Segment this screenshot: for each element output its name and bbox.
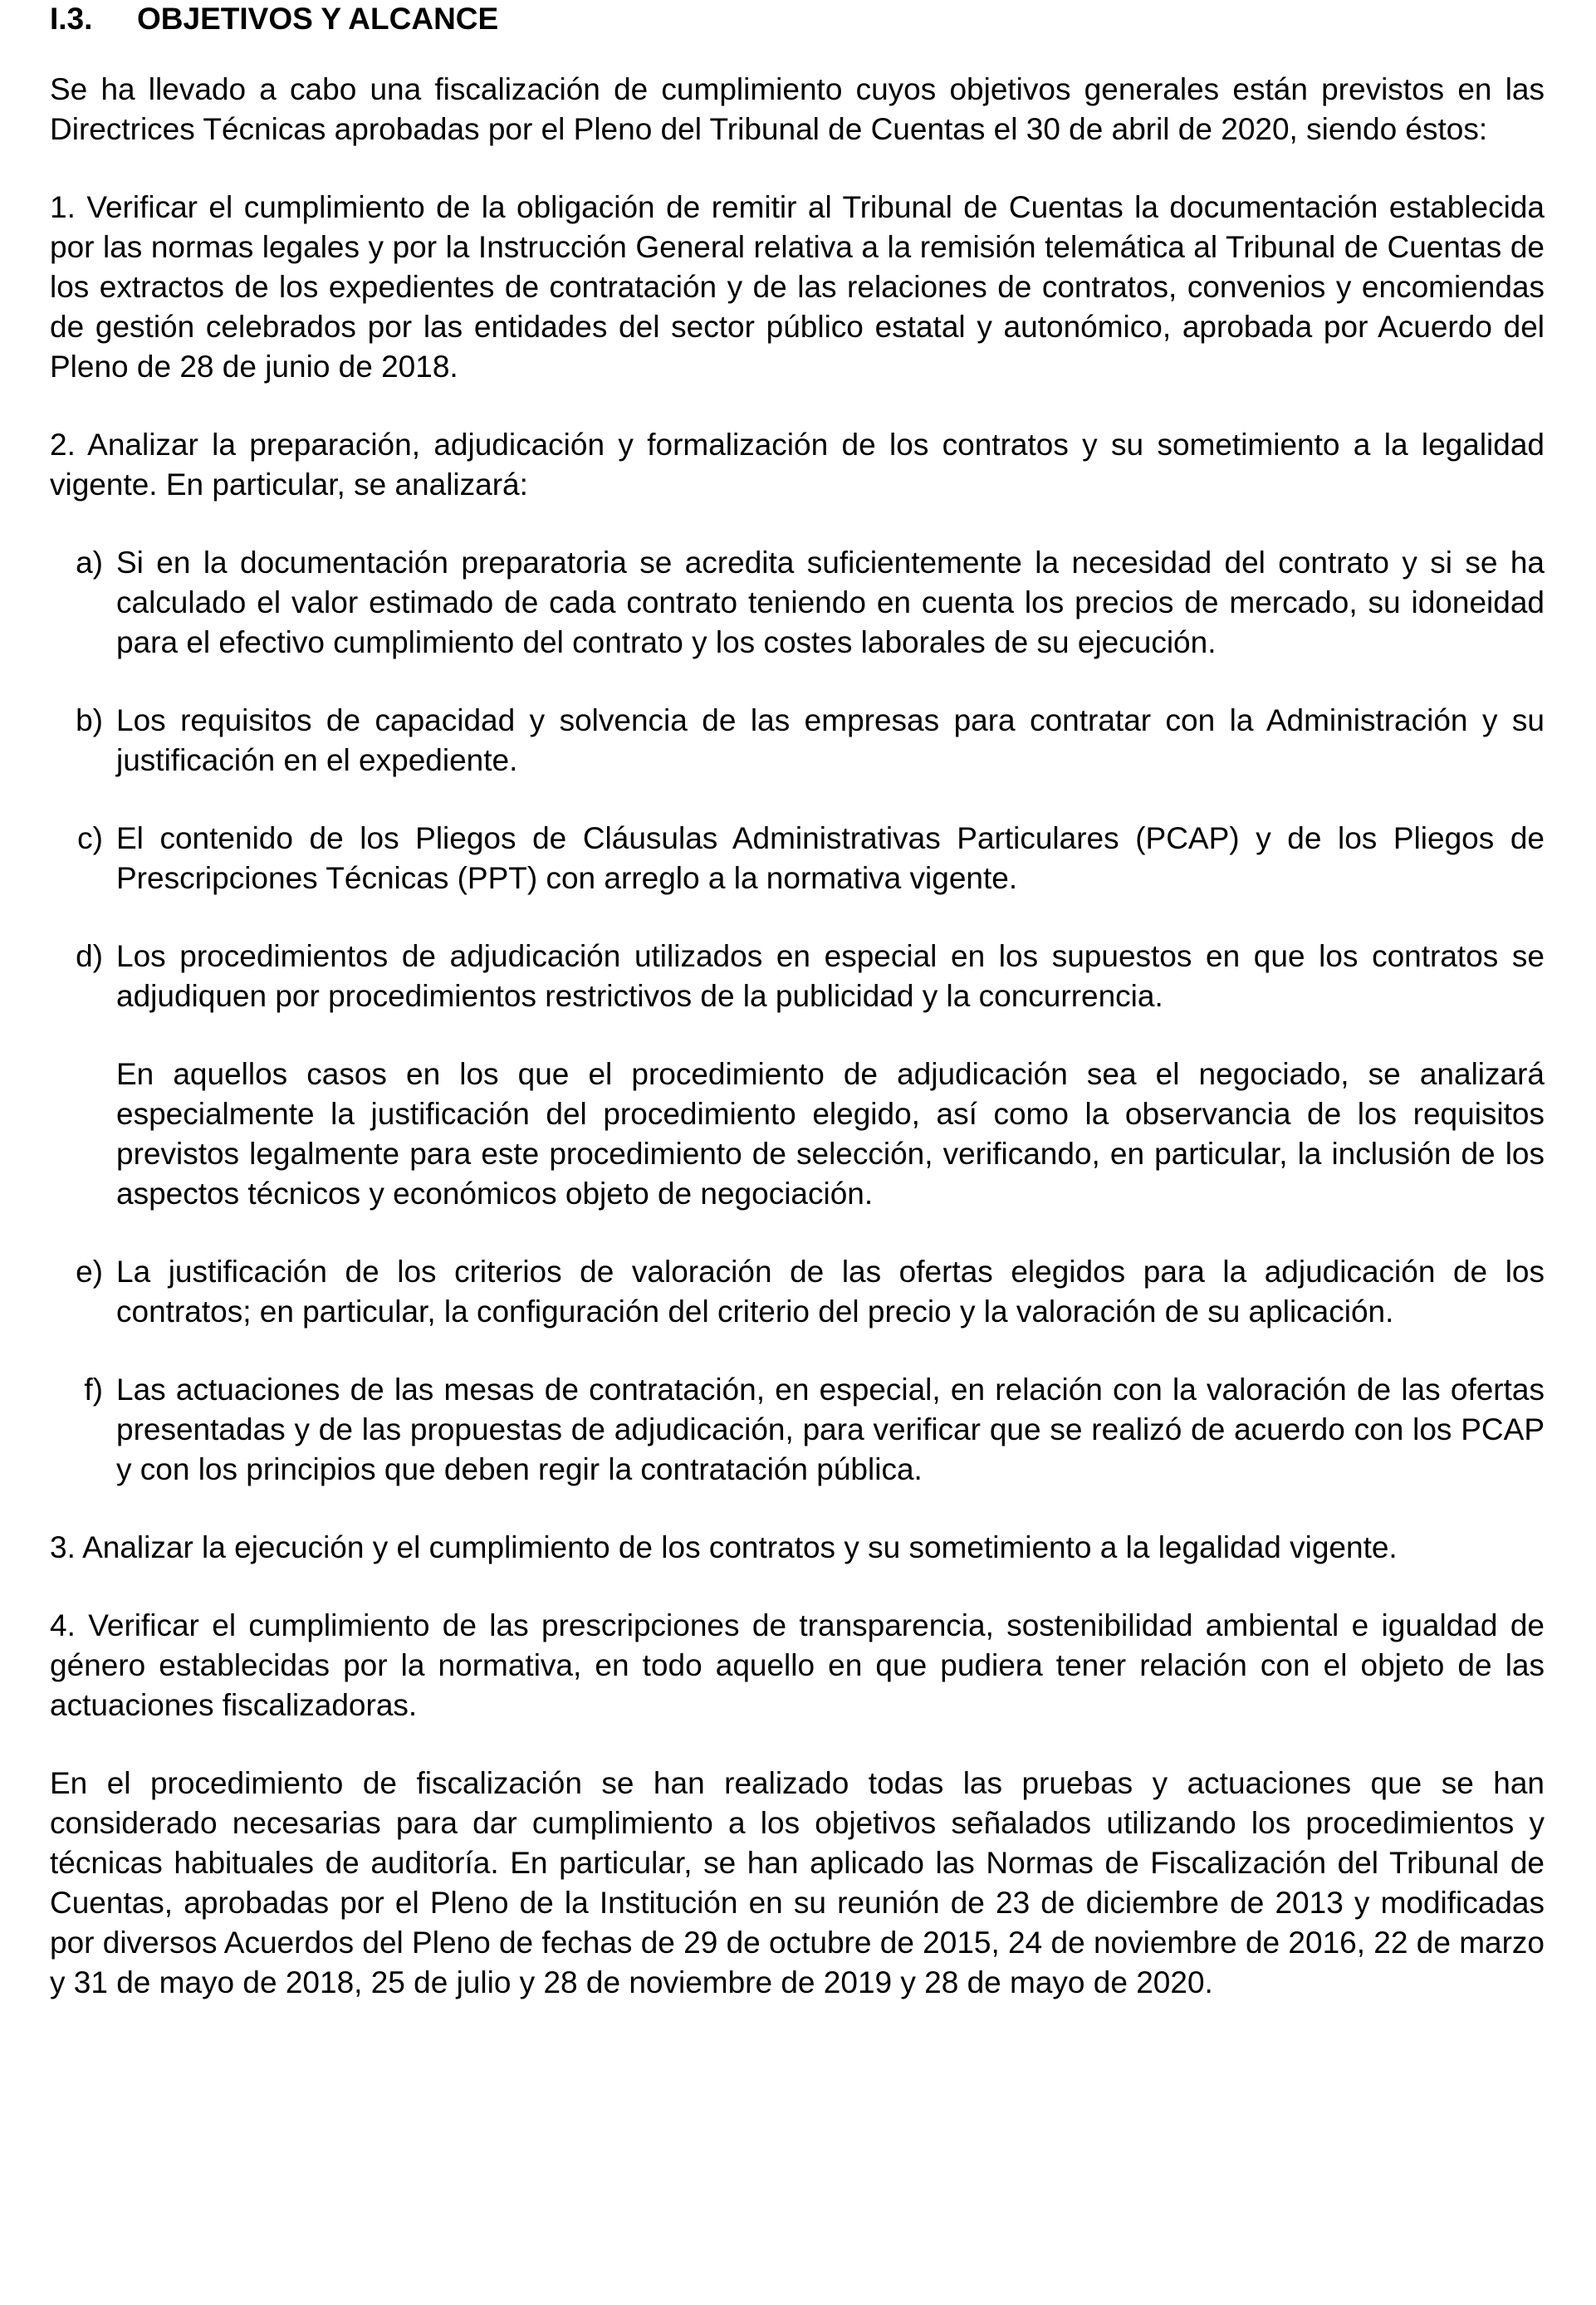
section-heading: [50, 0, 1545, 38]
sub-item-text: Las actuaciones de las mesas de contratación, en especial, en relación con la valoración de las ofertas presentadas y de las propuestas de adjudicación, para verificar que se realizó de acuerdo con los PCAP y con los principios que deben regir la contratación pública.: [116, 1373, 1545, 1486]
document-page: [50, 0, 1545, 2041]
closing-paragraph: En el procedimiento de fiscalización se han realizado todas las pruebas y actuaciones que se han considerado necesarias para dar cumplimiento a los objetivos señalados utilizando los procedimientos y técnicas habituales de auditoría. En particular, se han aplicado las Normas de Fiscalización del Tribunal de Cuentas, aprobadas por el Pleno de la Institución en su reunión de 23 de diciembre de 2013 y modificadas por diversos Acuerdos del Pleno de fechas de 29 de octubre de 2015, 24 de noviembre de 2016, 22 de marzo y 31 de mayo de 2018, 25 de julio y 28 de noviembre de 2019 y 28 de mayo de 2020.: [50, 1766, 1545, 1999]
sub-item-text: Si en la documentación preparatoria se acredita suficientemente la necesidad del contrato y si se ha calculado el valor estimado de cada contrato teniendo en cuenta los precios de mercado, su idoneidad para el efectivo cumplimiento del contrato y los costes laborales de su ejecución.: [116, 546, 1545, 659]
section-number: I.3.: [50, 2, 93, 36]
sub-item-text: La justificación de los criterios de valoración de las ofertas elegidos para la adjudicación de los contratos; en particular, la configuración del criterio del precio y la valoración de su aplicación.: [116, 1255, 1545, 1329]
sub-item-text: El contenido de los Pliegos de Cláusulas Administrativas Particulares (PCAP) y de los Pliegos de Prescripciones Técnicas (PPT) con arreglo a la normativa vigente.: [116, 821, 1545, 895]
intro-paragraph: Se ha llevado a cabo una fiscalización de cumplimiento cuyos objetivos generales están previstos en las Directrices Técnicas aprobadas por el Pleno del Tribunal de Cuentas el 30 de abril de 2020, siendo éstos:: [50, 72, 1545, 146]
sub-item-d: [50, 937, 1545, 1214]
sub-item-marker: c): [77, 821, 103, 855]
objective-3: 3. Analizar la ejecución y el cumplimiento de los contratos y su sometimiento a la legalidad vigente.: [50, 1530, 1398, 1564]
objective-1: 1. Verificar el cumplimiento de la obligación de remitir al Tribunal de Cuentas la documentación establecida por las normas legales y por la Instrucción General relativa a la remisión telemática al Tribunal de Cuentas de los extractos de los expedientes de contratación y de las relaciones de contratos, convenios y encomiendas de gestión celebrados por las entidades del sector público estatal y autonómico, aprobada por Acuerdo del Pleno de 28 de junio de 2018.: [50, 190, 1545, 384]
sub-item-marker: a): [76, 546, 103, 580]
sub-item-e: [50, 1252, 1545, 1332]
sub-item-marker: e): [76, 1255, 103, 1289]
sub-item-marker: d): [76, 939, 103, 973]
sub-item-marker: b): [76, 703, 103, 737]
sub-item-c: [50, 819, 1545, 898]
objective-2: 2. Analizar la preparación, adjudicación y formalización de los contratos y su sometimiento a la legalidad vigente. En particular, se analizará:: [50, 428, 1545, 502]
sub-item-text: Los requisitos de capacidad y solvencia de las empresas para contratar con la Administración y su justificación en el expediente.: [116, 703, 1545, 777]
sub-item-marker: f): [84, 1373, 103, 1407]
section-title: OBJETIVOS Y ALCANCE: [137, 2, 499, 36]
sub-item-text-continued: En aquellos casos en los que el procedimiento de adjudicación sea el negociado, se analizará especialmente la justificación del procedimiento elegido, así como la observancia de los requisitos previstos legalmente para este procedimiento de selección, verificando, en particular, la inclusión de los aspectos técnicos y económicos objeto de negociación.: [116, 1057, 1545, 1211]
sub-item-a: [50, 543, 1545, 663]
sub-item-b: [50, 701, 1545, 781]
sub-item-f: [50, 1370, 1545, 1490]
sub-item-text: Los procedimientos de adjudicación utilizados en especial en los supuestos en que los contratos se adjudiquen por procedimientos restrictivos de la publicidad y la concurrencia.: [116, 939, 1545, 1013]
objective-4: 4. Verificar el cumplimiento de las prescripciones de transparencia, sostenibilidad ambiental e igualdad de género establecidas por la normativa, en todo aquello en que pudiera tener relación con el objeto de las actuaciones fiscalizadoras.: [50, 1608, 1545, 1722]
